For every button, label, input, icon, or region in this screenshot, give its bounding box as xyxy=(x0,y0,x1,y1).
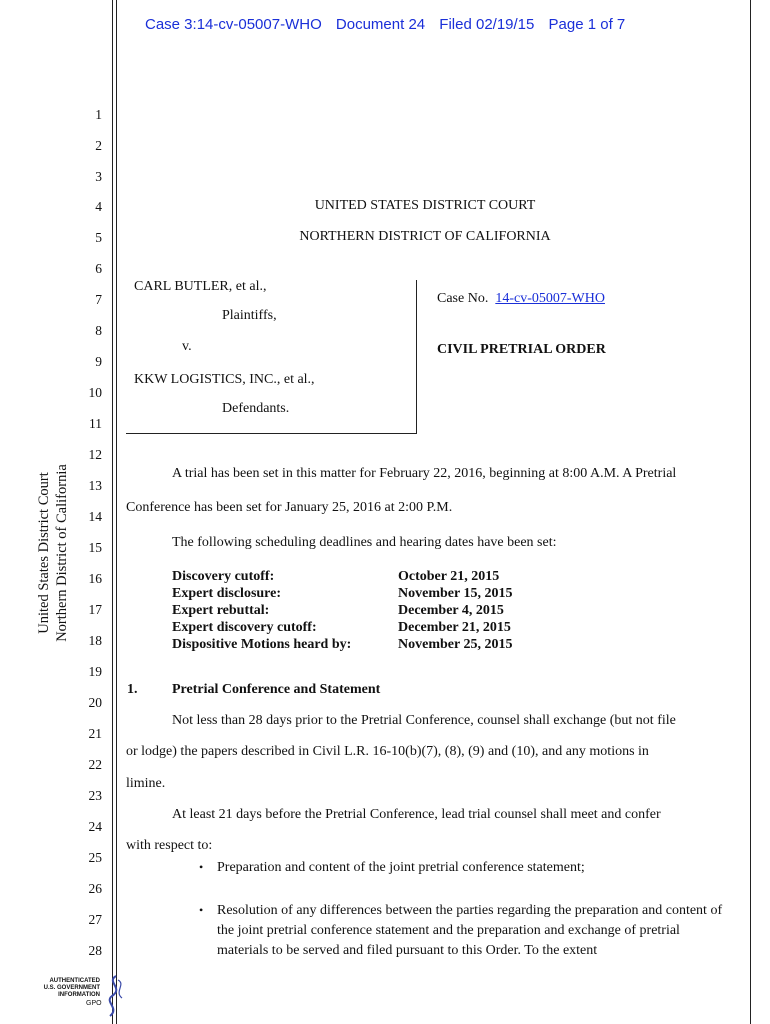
sidebar-line-1: United States District Court xyxy=(36,472,52,634)
intro-line-2: Conference has been set for January 25, 2016 at 2:00 P.M. xyxy=(126,500,453,515)
deadline-date: November 25, 2015 xyxy=(398,637,513,652)
line-number: 28 xyxy=(88,943,102,958)
bullet-glyph: • xyxy=(199,860,204,874)
paragraph-1-line-1: Not less than 28 days prior to the Pretrial Conference, counsel shall exchange (but not file xyxy=(172,713,676,728)
line-number: 22 xyxy=(88,757,102,772)
deadline-date: October 21, 2015 xyxy=(398,569,500,584)
line-number: 21 xyxy=(88,726,102,741)
line-number: 6 xyxy=(95,261,102,276)
case-number xyxy=(437,291,605,307)
line-number: 26 xyxy=(88,881,102,896)
line-number: 13 xyxy=(88,478,102,493)
line-number: 18 xyxy=(88,633,102,648)
defendant-role: Defendants. xyxy=(222,401,290,416)
court-district: NORTHERN DISTRICT OF CALIFORNIA xyxy=(299,229,551,244)
header-page: Page 1 of 7 xyxy=(548,16,626,33)
deadline-date: December 21, 2015 xyxy=(398,620,511,635)
line-number: 24 xyxy=(88,819,102,834)
margin-rule-left-1 xyxy=(112,0,113,1024)
line-number: 10 xyxy=(88,385,102,400)
deadline-date: November 15, 2015 xyxy=(398,586,513,601)
gpo-authentication-logo xyxy=(42,974,132,1018)
line-number: 3 xyxy=(95,169,102,184)
line-number: 9 xyxy=(95,354,102,369)
versus: v. xyxy=(182,339,192,354)
line-number: 2 xyxy=(95,138,102,153)
gpo-line-2: U.S. GOVERNMENT xyxy=(43,985,100,991)
gpo-line-1: AUTHENTICATED xyxy=(49,978,100,984)
court-sidebar xyxy=(35,464,71,642)
ecf-header xyxy=(145,16,635,33)
line-number: 20 xyxy=(88,695,102,710)
caption-rule-vertical xyxy=(416,280,417,434)
deadline-label: Expert disclosure: xyxy=(172,586,282,601)
gpo-mark: GPO xyxy=(86,1000,102,1007)
order-title: CIVIL PRETRIAL ORDER xyxy=(437,342,606,357)
line-number: 25 xyxy=(88,850,102,865)
paragraph-2-line-1: At least 21 days before the Pretrial Conference, lead trial counsel shall meet and confer xyxy=(172,807,661,822)
line-number: 7 xyxy=(95,292,102,307)
sidebar-line-2: Northern District of California xyxy=(54,464,70,642)
line-number: 23 xyxy=(88,788,102,803)
court-name: UNITED STATES DISTRICT COURT xyxy=(314,198,536,213)
line-number: 15 xyxy=(88,540,102,555)
line-number: 17 xyxy=(88,602,102,617)
intro-line-1: A trial has been set in this matter for February 22, 2016, beginning at 8:00 A.M. A Pretrial xyxy=(172,466,677,481)
line-number: 8 xyxy=(95,323,102,338)
bullet-glyph: • xyxy=(199,903,204,917)
bullet-item: Resolution of any differences between the parties regarding the preparation and content of the joint pretrial conference statement and the preparation and exchange of pretrial materials to be served and filed pursuant to this Order. To the extent xyxy=(217,903,723,958)
line-number: 14 xyxy=(88,509,102,524)
bullet-item: Preparation and content of the joint pretrial conference statement; xyxy=(217,860,585,875)
line-number: 1 xyxy=(95,107,102,122)
plaintiff-role: Plaintiffs, xyxy=(222,308,277,323)
deadline-label: Dispositive Motions heard by: xyxy=(172,637,352,652)
gpo-line-3: INFORMATION xyxy=(58,992,100,998)
header-filed: Filed 02/19/15 xyxy=(439,16,535,33)
line-number: 11 xyxy=(89,416,102,431)
deadline-label: Expert rebuttal: xyxy=(172,603,270,618)
section-1-title: Pretrial Conference and Statement xyxy=(172,682,381,697)
header-case: Case 3:14-cv-05007-WHO xyxy=(145,16,322,33)
plaintiff-name: CARL BUTLER, et al., xyxy=(134,279,267,294)
case-number-link[interactable]: 14-cv-05007-WHO xyxy=(495,291,605,306)
paragraph-1-line-2: or lodge) the papers described in Civil L.R. 16-10(b)(7), (8), (9) and (10), and any motions in xyxy=(126,744,649,759)
deadlines-intro: The following scheduling deadlines and hearing dates have been set: xyxy=(172,535,557,550)
gpo-eagle-icon xyxy=(102,974,128,1018)
line-number: 4 xyxy=(95,199,102,214)
paragraph-2-line-2: with respect to: xyxy=(126,838,213,853)
deadline-label: Discovery cutoff: xyxy=(172,569,275,584)
section-1-number: 1. xyxy=(127,682,138,697)
margin-rule-left-2 xyxy=(116,0,117,1024)
caption-rule-horizontal xyxy=(126,433,417,434)
line-number: 27 xyxy=(88,912,102,927)
header-document: Document 24 xyxy=(335,16,426,33)
paragraph-1-line-3: limine. xyxy=(126,776,166,791)
deadline-label: Expert discovery cutoff: xyxy=(172,620,317,635)
line-number: 16 xyxy=(88,571,102,586)
deadline-date: December 4, 2015 xyxy=(398,603,504,618)
gpo-text xyxy=(42,978,100,999)
line-number: 19 xyxy=(88,664,102,679)
margin-rule-right xyxy=(750,0,751,1024)
line-number: 12 xyxy=(88,447,102,462)
case-number-label: Case No. xyxy=(437,291,489,306)
defendant-name: KKW LOGISTICS, INC., et al., xyxy=(134,372,315,387)
line-number: 5 xyxy=(95,230,102,245)
